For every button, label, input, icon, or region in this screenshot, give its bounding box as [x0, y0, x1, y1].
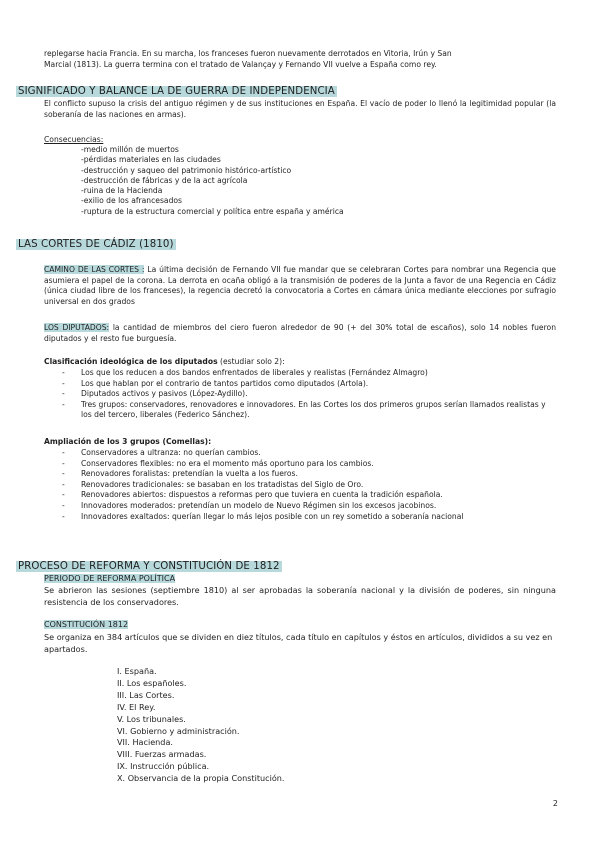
- clasificacion-list: [62, 368, 556, 421]
- clasificacion-item: - Diputados activos y pasivos (López-Aydillo).: [62, 389, 556, 400]
- titulo-item: VIII. Fuerzas armadas.: [117, 749, 207, 760]
- ampliacion-item: - Conservadores a ultranza: no querían cambios.: [62, 448, 556, 459]
- consecuencia-item: -pérdidas materiales en las ciudades: [81, 155, 221, 165]
- intro-line-2: Marcial (1813). La guerra termina con el tratado de Valançay y Fernando VII vuelve a España como rey.: [44, 59, 437, 69]
- ampliacion-item: - Conservadores flexibles: no era el momento más oportuno para los cambios.: [62, 459, 556, 470]
- ampliacion-list: [62, 448, 556, 522]
- clasificacion-title: Clasificación ideológica de los diputados (estudiar solo 2):: [44, 357, 285, 366]
- titulo-item: X. Observancia de la propia Constitución.: [117, 773, 285, 784]
- titulo-item: I. España.: [117, 666, 157, 676]
- diputados-text: la cantidad de miembros del ciero fueron alrededor de 90 (+ del 30% total de escaños), solo 14 nobles fueron diputados y el resto fue burguesía.: [44, 323, 557, 343]
- ampliacion-item: - Innovadores exaltados: querían llegar lo más lejos posible con un rey sometido a soberanía nacional: [62, 512, 556, 523]
- consecuencia-item: -ruina de la Hacienda: [81, 186, 163, 196]
- consecuencia-item: -destrucción de fábricas y de la act agrícola: [81, 175, 248, 185]
- ampliacion-item: - Innovadores moderados: pretendían un modelo de Nuevo Régimen sin los excesos jacobinos.: [62, 501, 556, 512]
- consecuencia-item: -exilio de los afrancesados: [81, 196, 182, 206]
- titulo-item: V. Los tribunales.: [117, 713, 186, 724]
- intro-line-1: replegarse hacia Francia. En su marcha, los franceses fueron nuevamente derrotados en Vitoria, Irún y San: [44, 49, 452, 58]
- section-heading-cortes: LAS CORTES DE CÁDIZ (1810): [18, 239, 174, 250]
- titulo-item: VII. Hacienda.: [117, 737, 173, 748]
- ampliacion-title: Ampliación de los 3 grupos (Comellas):: [44, 437, 212, 446]
- consecuencia-item: -medio millón de muertos: [81, 145, 179, 154]
- consecuencias-list: [81, 145, 344, 217]
- titulos-list: [117, 666, 285, 785]
- periodo-label: PERIODO DE REFORMA POLÍTICA: [44, 574, 176, 583]
- ampliacion-item: - Renovadores foralistas: pretendían la vuelta a los fueros.: [62, 469, 556, 480]
- diputados-paragraph: [44, 323, 556, 344]
- titulo-item: VI. Gobierno y administración.: [117, 725, 240, 736]
- ampliacion-item: - Renovadores tradicionales: se basaban en los tratadistas del Siglo de Oro.: [62, 480, 556, 491]
- camino-paragraph: [44, 265, 556, 307]
- diputados-label: LOS DIPUTADOS:: [44, 323, 110, 332]
- consecuencia-item: -ruptura de la estructura comercial y política entre españa y américa: [81, 206, 344, 216]
- constitucion-label: CONSTITUCIÓN 1812: [44, 620, 129, 629]
- significado-paragraph: El conflicto supuso la crisis del antiguo régimen y de sus instituciones en España. El vacío de poder lo llenó la legitimidad popular (la soberanía de las naciones en armas).: [44, 99, 556, 119]
- camino-label: CAMINO DE LAS CORTES :: [44, 265, 145, 274]
- periodo-paragraph: Se abrieron las sesiones (septiembre 1810) al ser aprobadas la soberanía nacional y la división de poderes, sin ninguna resistencia de los conservadores.: [44, 585, 556, 607]
- intro-paragraph: [44, 49, 556, 70]
- titulo-item: IX. Instrucción pública.: [117, 761, 210, 772]
- camino-text: La última decisión de Fernando VII fue mandar que se celebraran Cortes para nombrar una Regencia que asumiera el papel de la corona. La derrota en ocaña obligó a la transmisión de poderes de la Junta a favor de una Regencia en Cádiz (única ciudad libre de los franceses), la regencia decretó la convocatoria a Cortes en cámara única mediante elecciones por sufragio universal en dos grados: [44, 265, 556, 306]
- page-number: 2: [552, 799, 558, 808]
- clasificacion-item: - Los que hablan por el contrario de tantos partidos como diputados (Artola).: [62, 379, 556, 390]
- consecuencia-item: -destrucción y saqueo del patrimonio histórico-artístico: [81, 165, 292, 175]
- constitucion-paragraph: Se organiza en 384 artículos que se dividen en diez títulos, cada título en capítulos y éstos en artículos, divididos a su vez en apartados.: [44, 632, 553, 654]
- clasificacion-item: - Los que los reducen a dos bandos enfrentados de liberales y realistas (Fernández Almagro): [62, 368, 556, 379]
- titulo-item: II. Los españoles.: [117, 677, 187, 688]
- section-heading-significado: SIGNIFICADO Y BALANCE LA DE GUERRA DE INDEPENDENCIA: [18, 86, 335, 97]
- titulo-item: IV. El Rey.: [117, 701, 156, 712]
- titulo-item: III. Las Cortes.: [117, 689, 175, 700]
- clasificacion-item: - Tres grupos: conservadores, renovadores e innovadores. En las Cortes los dos primeros grupos serían llamados realistas y los del tercero, liberales (Federico Sánchez).: [62, 400, 556, 421]
- ampliacion-item: - Renovadores abiertos: dispuestos a reformas pero que tuviera en cuenta la tradición española.: [62, 490, 556, 501]
- consecuencias-title: Consecuencias:: [44, 135, 104, 144]
- section-heading-proceso: PROCESO DE REFORMA Y CONSTITUCIÓN DE 1812: [18, 561, 280, 572]
